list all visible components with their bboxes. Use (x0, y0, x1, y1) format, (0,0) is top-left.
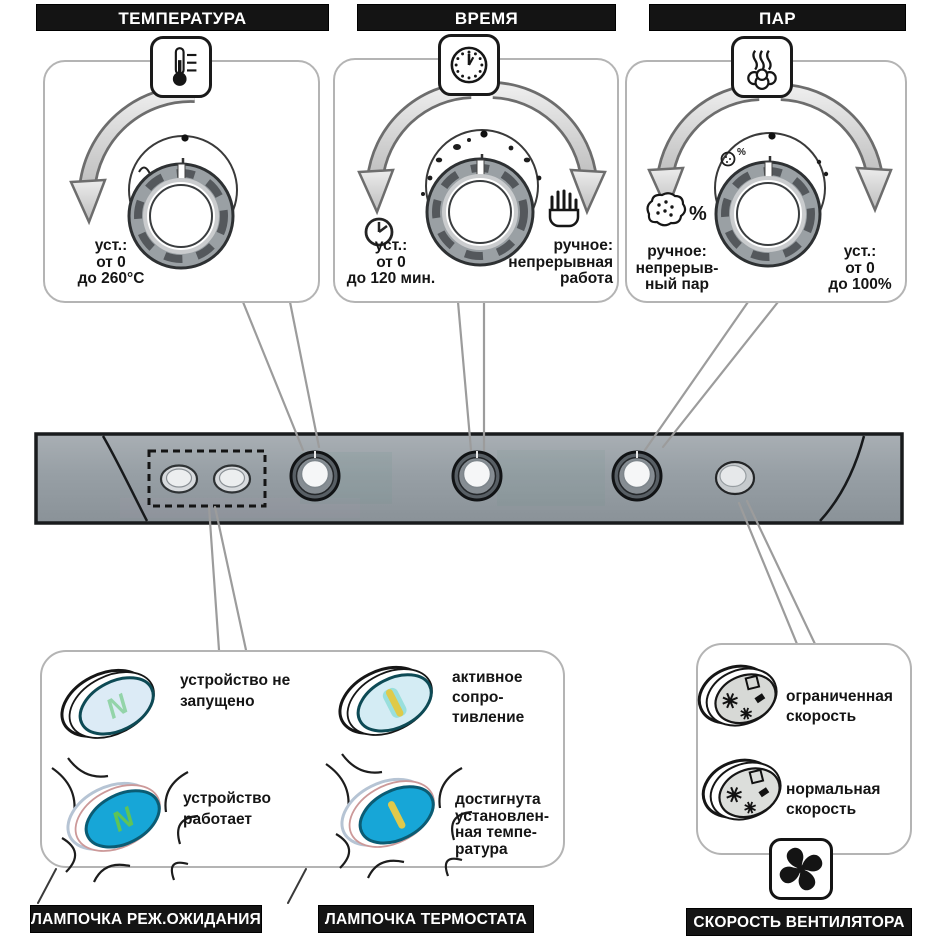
line: ратура (455, 840, 508, 858)
steam-callout-line (645, 302, 748, 450)
line: от 0 (376, 253, 406, 271)
panel-fan-speed-button[interactable] (716, 462, 754, 494)
standby-on-label (183, 788, 323, 830)
line: до 100% (828, 276, 892, 293)
line: уст.: (374, 237, 408, 254)
line: установлен- (455, 807, 550, 825)
line: до 260°C (77, 270, 145, 287)
panel-steam-knob[interactable] (613, 451, 661, 500)
lamp-glyph: N (106, 800, 139, 838)
panel-thermostat-light (214, 466, 250, 493)
standby-lamp-on (38, 752, 203, 887)
steam-icon (731, 36, 793, 98)
line: от 0 (845, 259, 875, 277)
panel-tint (120, 498, 360, 518)
line: запущено (180, 693, 255, 710)
line: работа (560, 270, 613, 287)
line: устройство (183, 790, 271, 807)
line: сопро- (452, 689, 504, 706)
line: ный пар (645, 276, 709, 293)
steam-set-label (818, 244, 902, 294)
line: скорость (786, 801, 857, 818)
thermostat-on-label (455, 792, 567, 858)
arrowhead (71, 180, 105, 222)
line: устройство не (180, 672, 291, 689)
line: от 0 (96, 253, 126, 271)
thermostat-off-label (452, 668, 562, 728)
arrowhead (359, 170, 393, 212)
line: ограниченная (786, 688, 893, 705)
time-set-label (345, 238, 437, 288)
standby-lamp-label: ЛАМПОЧКА РЕЖ.ОЖИДАНИЯ (30, 905, 262, 933)
temperature-header: ТЕМПЕРАТУРА (36, 4, 329, 31)
svg-text:%: % (737, 147, 746, 158)
fan-limited-speed-button (696, 656, 791, 741)
hand-manual-icon (550, 191, 578, 226)
standby-lamp-off (52, 655, 177, 755)
panel-standby-light (161, 466, 197, 493)
line: уст.: (94, 237, 128, 254)
time-callout-line (458, 302, 471, 450)
knob-center (449, 181, 511, 243)
fan-limited-label (786, 687, 904, 727)
panel-time-knob[interactable] (453, 451, 501, 500)
arrowhead (857, 168, 891, 210)
panel-tint (497, 450, 605, 506)
standby-callout-line (209, 507, 219, 650)
steam-header: ПАР (649, 4, 906, 31)
standby-off-label (180, 670, 330, 712)
line: тивление (452, 709, 525, 726)
time-header: ВРЕМЯ (357, 4, 616, 31)
line: скорость (786, 708, 857, 725)
standby-callout-line (215, 507, 246, 650)
knob-center (737, 183, 799, 245)
line: ручное: (553, 237, 613, 254)
temp-callout-line (290, 302, 319, 447)
thermostat-lamp-off (330, 652, 455, 752)
line: непрерывная (508, 253, 613, 271)
steam-manual-label (625, 244, 729, 294)
line: активное (452, 669, 523, 686)
lamp-glyph: N (100, 687, 133, 725)
dial-top-dot (768, 132, 775, 139)
thermostat-lamp-label: ЛАМПОЧКА ТЕРМОСТАТА (318, 905, 534, 933)
thermostat-lamp-on (312, 748, 477, 883)
line: ручное: (647, 243, 707, 260)
steam-drops-icon (648, 193, 707, 225)
fan-normal-speed-button (700, 750, 795, 835)
fan-icon (769, 838, 833, 900)
line: ная темпе- (455, 824, 537, 841)
fan-speed-label: СКОРОСТЬ ВЕНТИЛЯТОРА (686, 908, 912, 936)
line: работает (183, 811, 252, 828)
line: уст.: (843, 243, 877, 260)
dial-top-dot (480, 130, 487, 137)
line: нормальная (786, 781, 881, 798)
line: непрерыв- (635, 259, 719, 277)
panel-temperature-knob[interactable] (291, 451, 339, 500)
line: достигнута (455, 791, 541, 808)
dial-top-dot (181, 134, 188, 141)
time-manual-label (495, 238, 613, 288)
fan-normal-label (786, 780, 904, 820)
clock-icon (438, 34, 500, 96)
steam-callout-line (663, 302, 778, 447)
svg-text:%: % (689, 203, 707, 225)
thermostat-label-tick (288, 869, 306, 903)
line: до 120 мин. (346, 270, 436, 287)
control-panel (36, 434, 902, 523)
thermometer-icon (150, 36, 212, 98)
temperature-set-label (55, 238, 167, 288)
